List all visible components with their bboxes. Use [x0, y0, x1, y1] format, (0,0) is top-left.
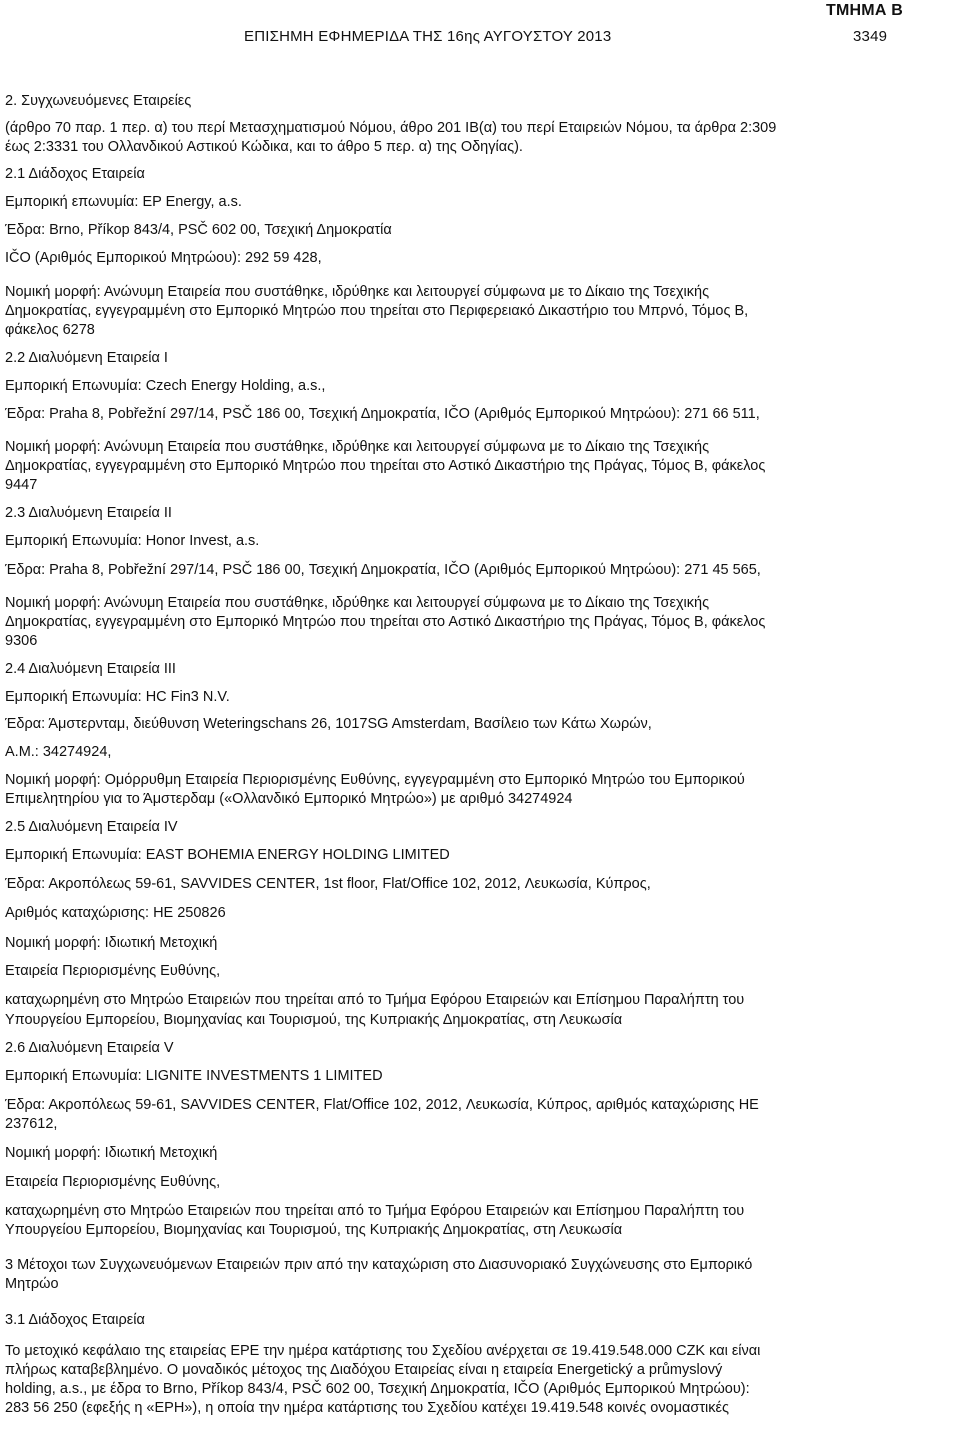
text-line: Εμπορική Επωνυμία: EAST BOHEMIA ENERGY HOLDING LIMITED: [5, 847, 450, 863]
text-line: καταχωρημένη στο Μητρώο Εταιρειών που τηρείται από το Τμήμα Εφόρου Εταιρειών και Επίσημου Παραλήπτη του: [5, 1203, 745, 1219]
text-line: Δημοκρατίας, εγγεγραμμένη στο Εμπορικό Μητρώο που τηρείται στο Αστικό Δικαστήριο της Πράγας, Τόμος Β, φάκελος: [5, 458, 766, 474]
text-line: Έδρα: Praha 8, Pobřežní 297/14, PSČ 186 00, Τσεχική Δημοκρατία, IČO (Αριθμός Εμπορικού Μητρώου): 271 45 565,: [5, 562, 761, 578]
text-line: IČO (Αριθμός Εμπορικού Μητρώου): 292 59 428,: [5, 250, 322, 266]
text-line: Υπουργείου Εμπορείου, Βιομηχανίας και Τουρισμού, της Κυπριακής Δημοκρατίας, στη Λευκωσία: [5, 1012, 623, 1028]
text-line: καταχωρημένη στο Μητρώο Εταιρειών που τηρείται από το Τμήμα Εφόρου Εταιρειών και Επίσημου Παραλήπτη του: [5, 992, 745, 1008]
text-line: Εταιρεία Περιορισμένης Ευθύνης,: [5, 1174, 221, 1190]
text-line: φάκελος 6278: [5, 322, 95, 338]
text-line: Εμπορική Επωνυμία: Honor Invest, a.s.: [5, 533, 260, 549]
text-line: Το μετοχικό κεφάλαιο της εταιρείας EPE την ημέρα κατάρτισης του Σχεδίου ανέρχεται σε 19.419.548.000 CZK και είναι: [5, 1343, 761, 1359]
heading-dissolving-2: 2.3 Διαλυόμενη Εταιρεία ΙΙ: [5, 505, 172, 521]
text-line: 237612,: [5, 1116, 58, 1132]
text-line: holding, a.s., με έδρα το Brno, Příkop 843/4, PSČ 602 00, Τσεχική Δημοκρατία, IČO (Αριθμός Εμπορικού Μητρώου):: [5, 1381, 750, 1397]
text-line: Εμπορική επωνυμία: EP Energy, a.s.: [5, 194, 242, 210]
page-number: 3349: [853, 28, 888, 45]
text-line: Νομική μορφή: Ανώνυμη Εταιρεία που συστάθηκε, ιδρύθηκε και λειτουργεί σύμφωνα με το Δίκαιο της Τσεχικής: [5, 439, 710, 455]
text-line: Δημοκρατίας, εγγεγραμμένη στο Εμπορικό Μητρώο που τηρείται στο Περιφερειακό Δικαστήριο του Μπρνό, Τόμος Β,: [5, 303, 749, 319]
text-line: 283 56 250 (εφεξής η «EPH»), η οποία την ημέρα κατάρτισης του Σχεδίου κατέχει 19.419.548 κοινές ονομαστικές: [5, 1400, 729, 1416]
heading-dissolving-5: 2.6 Διαλυόμενη Εταιρεία V: [5, 1040, 174, 1056]
section-tag: ΤΜΗΜΑ Β: [826, 2, 903, 19]
heading-dissolving-1: 2.2 Διαλυόμενη Εταιρεία Ι: [5, 350, 168, 366]
text-line: Νομική μορφή: Ανώνυμη Εταιρεία που συστάθηκε, ιδρύθηκε και λειτουργεί σύμφωνα με το Δίκαιο της Τσεχικής: [5, 595, 710, 611]
heading-merging-companies: 2. Συγχωνευόμενες Εταιρείες: [5, 93, 192, 109]
text-line: (άρθρο 70 παρ. 1 περ. α) του περί Μετασχηματισμού Νόμου, άθρο 201 ΙΒ(α) του περί Εταιρειών Νόμου, τα άρθρα 2:309: [5, 120, 777, 136]
text-line: έως 2:3331 του Ολλανδικού Αστικού Κώδικα, και το άθρο 5 περ. α) της Οδηγίας).: [5, 139, 523, 155]
text-line: Υπουργείου Εμπορείου, Βιομηχανίας και Τουρισμού, της Κυπριακής Δημοκρατίας, στη Λευκωσία: [5, 1222, 623, 1238]
text-line: Έδρα: Άμστερνταμ, διεύθυνση Weteringschans 26, 1017SG Amsterdam, Βασίλειο των Κάτω Χωρών,: [5, 716, 652, 732]
text-line: Έδρα: Ακροπόλεως 59-61, SAVVIDES CENTER, Flat/Office 102, 2012, Λευκωσία, Κύπρος, αριθμός καταχώρισης ΗΕ: [5, 1097, 759, 1113]
heading-dissolving-3: 2.4 Διαλυόμενη Εταιρεία ΙΙΙ: [5, 661, 176, 677]
text-line: Νομική μορφή: Ιδιωτική Μετοχική: [5, 935, 218, 951]
text-line: Μητρώο: [5, 1276, 59, 1292]
text-line: Εμπορική Επωνυμία: HC Fin3 N.V.: [5, 689, 230, 705]
gazette-title: ΕΠΙΣΗΜΗ ΕΦΗΜΕΡΙΔΑ ΤΗΣ 16ης ΑΥΓΟΥΣΤΟΥ 2013: [244, 28, 612, 45]
text-line: Έδρα: Praha 8, Pobřežní 297/14, PSČ 186 00, Τσεχική Δημοκρατία, IČO (Αριθμός Εμπορικού Μητρώου): 271 66 511,: [5, 406, 760, 422]
text-line: Έδρα: Brno, Příkop 843/4, PSČ 602 00, Τσεχική Δημοκρατία: [5, 222, 392, 238]
text-line: Εμπορική Επωνυμία: Czech Energy Holding, a.s.,: [5, 378, 326, 394]
text-line: Επιμελητηρίου για το Άμστερδαμ («Ολλανδικό Εμπορικό Μητρώο») με αριθμό 34274924: [5, 791, 573, 807]
text-line: Νομική μορφή: Ομόρρυθμη Εταιρεία Περιορισμένης Ευθύνης, εγγεγραμμένη στο Εμπορικό Μητρώο του Εμπορικού: [5, 772, 745, 788]
text-line: Δημοκρατίας, εγγεγραμμένη στο Εμπορικό Μητρώο που τηρείται στο Αστικό Δικαστήριο της Πράγας, Τόμος Β, φάκελος: [5, 614, 766, 630]
text-line: Νομική μορφή: Ιδιωτική Μετοχική: [5, 1145, 218, 1161]
heading-dissolving-4: 2.5 Διαλυόμενη Εταιρεία IV: [5, 819, 178, 835]
text-line: 9447: [5, 477, 38, 493]
text-line: 9306: [5, 633, 38, 649]
text-line: Έδρα: Ακροπόλεως 59-61, SAVVIDES CENTER, 1st floor, Flat/Office 102, 2012, Λευκωσία, Κύπρος,: [5, 876, 651, 892]
text-line: Εμπορική Επωνυμία: LIGNITE INVESTMENTS 1 LIMITED: [5, 1068, 383, 1084]
text-line: Νομική μορφή: Ανώνυμη Εταιρεία που συστάθηκε, ιδρύθηκε και λειτουργεί σύμφωνα με το Δίκαιο της Τσεχικής: [5, 284, 710, 300]
text-line: πλήρως καταβεβλημένο. Ο μοναδικός μέτοχος της Διαδόχου Εταιρείας είναι η εταιρεία Energetický a průmyslový: [5, 1362, 723, 1378]
heading-successor: 2.1 Διάδοχος Εταιρεία: [5, 166, 145, 182]
text-line: Αριθμός καταχώρισης: ΗΕ 250826: [5, 905, 226, 921]
heading-shareholders: 3 Μέτοχοι των Συγχωνευόμενων Εταιρειών πριν από την καταχώριση στο Διασυνοριακό Συγχώνευσης στο Εμπορικό: [5, 1257, 753, 1273]
heading-successor-shareholders: 3.1 Διάδοχος Εταιρεία: [5, 1312, 145, 1328]
text-line: A.M.: 34274924,: [5, 744, 112, 760]
text-line: Εταιρεία Περιορισμένης Ευθύνης,: [5, 963, 221, 979]
